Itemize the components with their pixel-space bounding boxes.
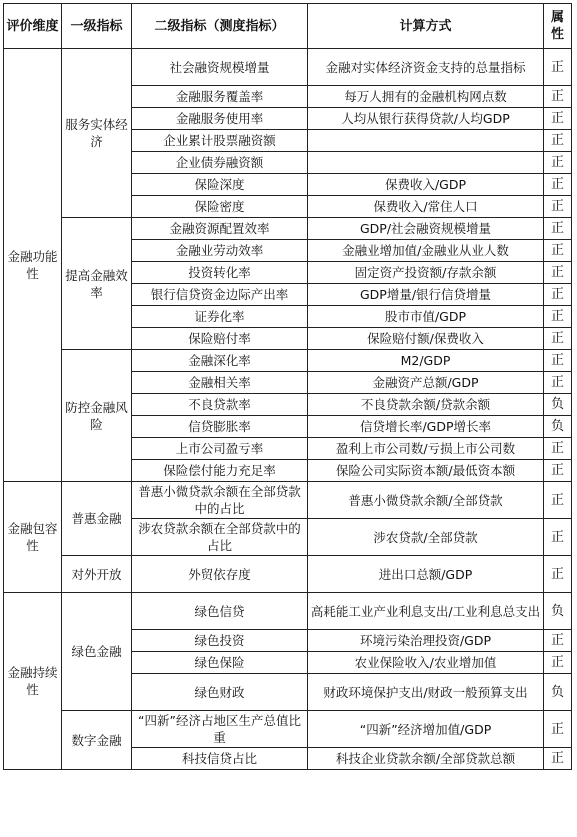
method-cell: 金融对实体经济资金支持的总量指标 xyxy=(308,49,544,86)
method-cell: 不良贷款余额/贷款余额 xyxy=(308,394,544,416)
level2-cell: 保险偿付能力充足率 xyxy=(132,460,308,482)
header-dimension: 评价维度 xyxy=(4,4,62,49)
attr-cell: 正 xyxy=(544,460,572,482)
attr-cell: 正 xyxy=(544,240,572,262)
attr-cell: 负 xyxy=(544,674,572,711)
method-cell: 金融资产总额/GDP xyxy=(308,372,544,394)
level2-cell: 证券化率 xyxy=(132,306,308,328)
level2-cell: 绿色财政 xyxy=(132,674,308,711)
level2-cell: 绿色投资 xyxy=(132,630,308,652)
method-cell: 环境污染治理投资/GDP xyxy=(308,630,544,652)
level2-cell: 金融业劳动效率 xyxy=(132,240,308,262)
attr-cell: 正 xyxy=(544,130,572,152)
attr-cell: 正 xyxy=(544,196,572,218)
level2-cell: 企业债券融资额 xyxy=(132,152,308,174)
attr-cell: 正 xyxy=(544,152,572,174)
attr-cell: 负 xyxy=(544,593,572,630)
method-cell: 保费收入/常住人口 xyxy=(308,196,544,218)
method-cell: 盈利上市公司数/亏损上市公司数 xyxy=(308,438,544,460)
attr-cell: 正 xyxy=(544,306,572,328)
attr-cell: 正 xyxy=(544,328,572,350)
attr-cell: 正 xyxy=(544,438,572,460)
method-cell: 人均从银行获得贷款/人均GDP xyxy=(308,108,544,130)
level2-cell: 金融深化率 xyxy=(132,350,308,372)
attr-cell: 正 xyxy=(544,652,572,674)
method-cell xyxy=(308,130,544,152)
level2-cell: 绿色信贷 xyxy=(132,593,308,630)
level2-cell: 金融服务覆盖率 xyxy=(132,86,308,108)
attr-cell: 正 xyxy=(544,556,572,593)
header-level2: 二级指标（测度指标） xyxy=(132,4,308,49)
method-cell: 高耗能工业产业利息支出/工业利息总支出 xyxy=(308,593,544,630)
level2-cell: 科技信贷占比 xyxy=(132,748,308,770)
method-cell: 保险赔付额/保费收入 xyxy=(308,328,544,350)
attr-cell: 正 xyxy=(544,630,572,652)
level2-cell: 不良贷款率 xyxy=(132,394,308,416)
method-cell: 进出口总额/GDP xyxy=(308,556,544,593)
method-cell: M2/GDP xyxy=(308,350,544,372)
method-cell: 农业保险收入/农业增加值 xyxy=(308,652,544,674)
level2-cell: 涉农贷款余额在全部贷款中的占比 xyxy=(132,519,308,556)
level2-cell: 外贸依存度 xyxy=(132,556,308,593)
method-cell: 财政环境保护支出/财政一般预算支出 xyxy=(308,674,544,711)
level1-cell: 提高金融效率 xyxy=(62,218,132,350)
level1-cell: 对外开放 xyxy=(62,556,132,593)
attr-cell: 正 xyxy=(544,262,572,284)
attr-cell: 正 xyxy=(544,711,572,748)
level2-cell: 银行信贷资金边际产出率 xyxy=(132,284,308,306)
level2-cell: 绿色保险 xyxy=(132,652,308,674)
attr-cell: 正 xyxy=(544,482,572,519)
level2-cell: 金融资源配置效率 xyxy=(132,218,308,240)
attr-cell: 正 xyxy=(544,49,572,86)
level2-cell: 保险密度 xyxy=(132,196,308,218)
attr-cell: 正 xyxy=(544,748,572,770)
dimension-cell: 金融包容性 xyxy=(4,482,62,593)
attr-cell: 正 xyxy=(544,174,572,196)
method-cell: 涉农贷款/全部贷款 xyxy=(308,519,544,556)
method-cell: 每万人拥有的金融机构网点数 xyxy=(308,86,544,108)
level2-cell: 企业累计股票融资额 xyxy=(132,130,308,152)
table-row xyxy=(4,556,572,593)
level2-cell: “四新”经济占地区生产总值比重 xyxy=(132,711,308,748)
method-cell: 保险公司实际资本额/最低资本额 xyxy=(308,460,544,482)
method-cell: 保费收入/GDP xyxy=(308,174,544,196)
method-cell: 股市市值/GDP xyxy=(308,306,544,328)
level2-cell: 保险深度 xyxy=(132,174,308,196)
table-row xyxy=(4,593,572,630)
header-level1: 一级指标 xyxy=(62,4,132,49)
level1-cell: 绿色金融 xyxy=(62,593,132,711)
level1-cell: 普惠金融 xyxy=(62,482,132,556)
method-cell: 金融业增加值/金融业从业人数 xyxy=(308,240,544,262)
table-row xyxy=(4,218,572,240)
level2-cell: 保险赔付率 xyxy=(132,328,308,350)
level2-cell: 上市公司盈亏率 xyxy=(132,438,308,460)
method-cell: 科技企业贷款余额/全部贷款总额 xyxy=(308,748,544,770)
attr-cell: 正 xyxy=(544,86,572,108)
method-cell xyxy=(308,152,544,174)
indicator-table xyxy=(3,3,572,770)
table-row xyxy=(4,711,572,748)
attr-cell: 负 xyxy=(544,416,572,438)
method-cell: GDP/社会融资规模增量 xyxy=(308,218,544,240)
attr-cell: 正 xyxy=(544,108,572,130)
level2-cell: 金融服务使用率 xyxy=(132,108,308,130)
level2-cell: 投资转化率 xyxy=(132,262,308,284)
method-cell: “四新”经济增加值/GDP xyxy=(308,711,544,748)
attr-cell: 负 xyxy=(544,394,572,416)
level1-cell: 防控金融风险 xyxy=(62,350,132,482)
dimension-cell: 金融功能性 xyxy=(4,49,62,482)
header-method: 计算方式 xyxy=(308,4,544,49)
attr-cell: 正 xyxy=(544,372,572,394)
method-cell: GDP增量/银行信贷增量 xyxy=(308,284,544,306)
attr-cell: 正 xyxy=(544,519,572,556)
level2-cell: 社会融资规模增量 xyxy=(132,49,308,86)
attr-cell: 正 xyxy=(544,284,572,306)
method-cell: 固定资产投资额/存款余额 xyxy=(308,262,544,284)
method-cell: 信贷增长率/GDP增长率 xyxy=(308,416,544,438)
level2-cell: 金融相关率 xyxy=(132,372,308,394)
table-row xyxy=(4,482,572,519)
table-header-row xyxy=(4,4,572,49)
level1-cell: 数字金融 xyxy=(62,711,132,770)
level1-cell: 服务实体经济 xyxy=(62,49,132,218)
header-attr: 属性 xyxy=(544,4,572,49)
level2-cell: 普惠小微贷款余额在全部贷款中的占比 xyxy=(132,482,308,519)
table-row xyxy=(4,49,572,86)
dimension-cell: 金融持续性 xyxy=(4,593,62,770)
table-row xyxy=(4,350,572,372)
level2-cell: 信贷膨胀率 xyxy=(132,416,308,438)
attr-cell: 正 xyxy=(544,218,572,240)
method-cell: 普惠小微贷款余额/全部贷款 xyxy=(308,482,544,519)
attr-cell: 正 xyxy=(544,350,572,372)
